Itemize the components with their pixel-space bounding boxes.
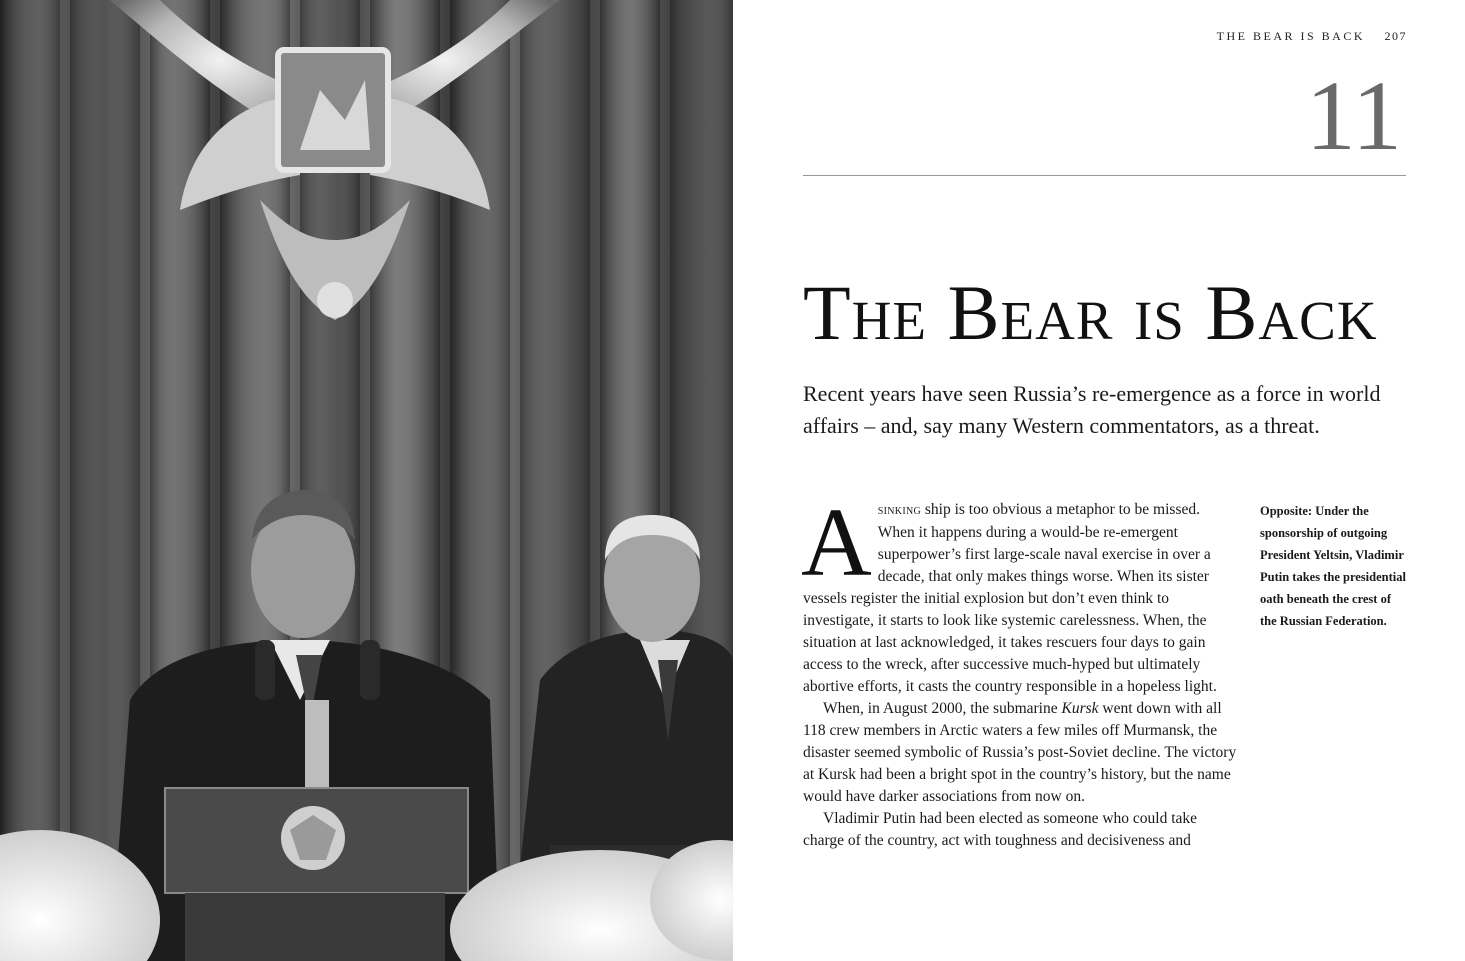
chapter-number: 11 xyxy=(1305,60,1402,171)
chapter-title: The Bear is Back xyxy=(803,269,1378,356)
chapter-rule xyxy=(803,175,1406,176)
running-head xyxy=(1217,29,1407,44)
lead-smallcaps: sinking xyxy=(877,503,921,518)
paragraph-3: Vladimir Putin had been elected as someone who could take charge of the country, act with toughness and decisiveness and xyxy=(803,810,1198,849)
kursk-italic: Kursk xyxy=(1061,700,1099,717)
drop-cap: A xyxy=(801,489,872,597)
paragraph-2-text-a: When, in August 2000, the submarine xyxy=(823,700,1062,717)
podium xyxy=(165,788,468,961)
paragraph-1 xyxy=(801,489,1237,698)
page-number: 207 xyxy=(1384,29,1407,43)
paragraph-1-text: ship is too obvious a metaphor to be missed. When it happens during a would-be re-emergent superpower’s first large-scale naval exercise in over a decade, that only makes things worse. When its sister vessels register the initial explosion but don’t even think to investigate, it starts to look like systemic carelessness. When, the situation at last acknowledged, it takes rescuers four days to gain access to the wreck, after successive much-hyped but ultimately abortive efforts, it casts the country responsible in a hopeless light. xyxy=(803,501,1217,695)
running-head-title: THE BEAR IS BACK xyxy=(1216,29,1365,43)
photo-caption: Opposite: Under the sponsorship of outgoing President Yeltsin, Vladimir Putin takes the presidential oath beneath the crest of the Russian Federation. xyxy=(1260,504,1406,628)
paragraph-2 xyxy=(803,698,1237,808)
body-text xyxy=(801,489,1237,852)
chapter-standfirst: Recent years have seen Russia’s re-emergence as a force in world affairs – and, say many Western commentators, as a threat. xyxy=(803,381,1381,438)
paragraph-2-text-b: went down with all 118 crew members in Arctic waters a few miles off Murmansk, the disaster seemed symbolic of Russia’s post-Soviet decline. The victory at Kursk had been a bright spot in the country’s history, but the name would have darker associations from now on. xyxy=(803,700,1237,805)
